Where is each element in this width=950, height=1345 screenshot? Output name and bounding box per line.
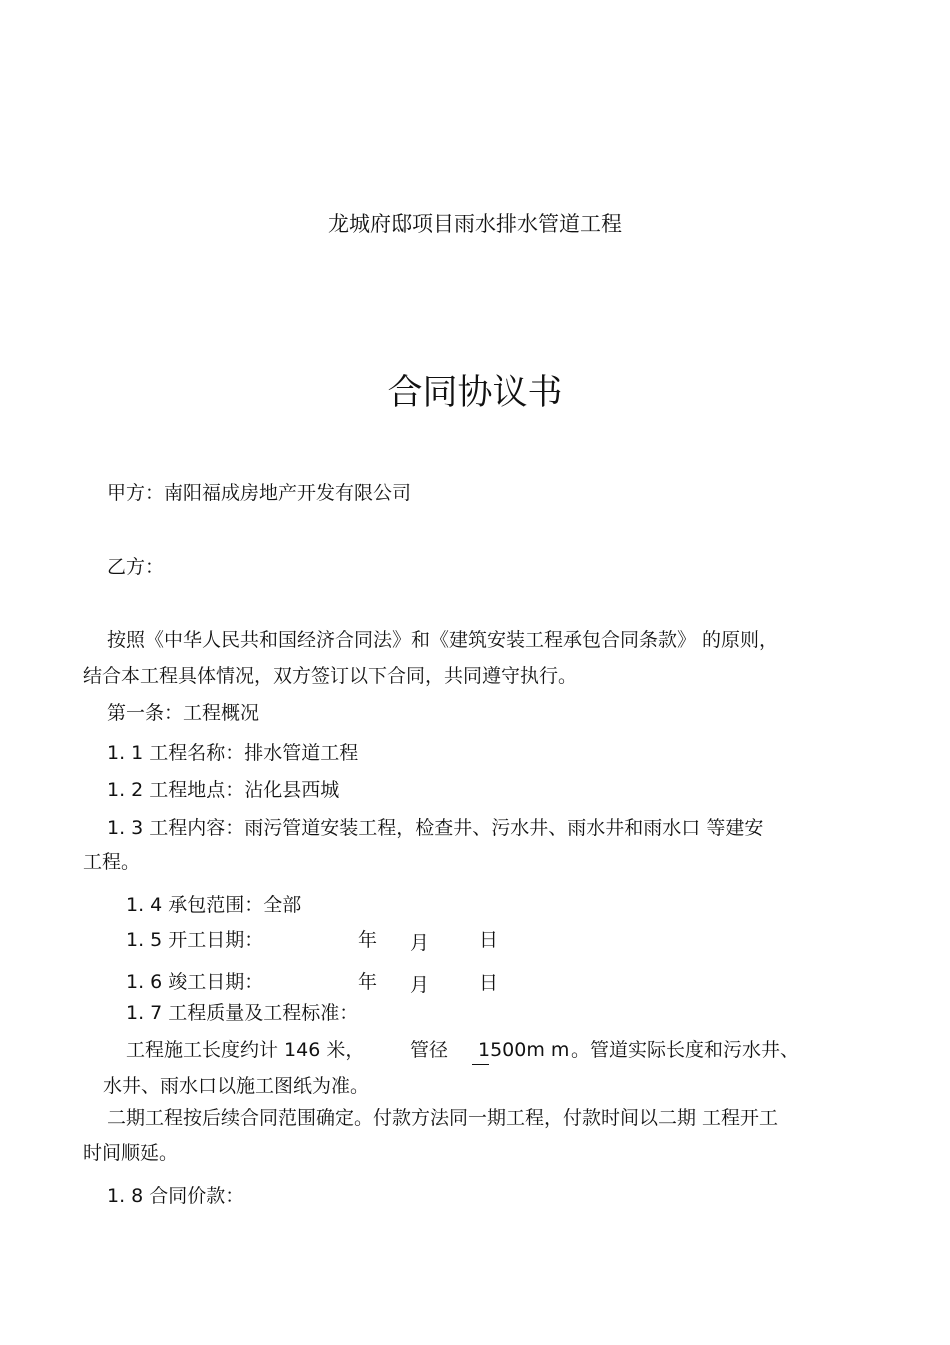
item-1-5-month: 月 [410, 932, 430, 954]
construction-rest: 。管道实际长度和污水井、 [571, 1039, 800, 1061]
item-1-6-day: 日 [479, 972, 499, 994]
item-1-3-line-1: 1. 3 工程内容：雨污管道安装工程，检查井、污水井、雨水井和雨水口 等建安 [107, 817, 764, 839]
phase-2-line-2: 时间顺延。 [83, 1142, 179, 1164]
item-1-5-day: 日 [479, 929, 499, 951]
item-1-7: 1. 7 工程质量及工程标准： [126, 1002, 359, 1024]
diameter-value: 1500m m [478, 1039, 570, 1061]
document-title: 合同协议书 [387, 373, 563, 413]
party-b: 乙方： [107, 556, 165, 578]
item-1-3-line-2: 工程。 [83, 851, 141, 873]
diameter-label: 管径 [410, 1039, 449, 1061]
item-1-6-year: 年 [358, 971, 378, 993]
article-1-heading: 第一条：工程概况 [107, 702, 260, 724]
item-1-4: 1. 4 承包范围：全部 [126, 894, 302, 916]
preamble-line-2: 结合本工程具体情况，双方签订以下合同，共同遵守执行。 [83, 665, 578, 687]
phase-2-line-1: 二期工程按后续合同范围确定。付款方法同一期工程，付款时间以二期 工程开工 [107, 1107, 779, 1129]
item-1-6-label: 1. 6 竣工日期： [126, 971, 264, 993]
construction-length: 工程施工长度约计 146 米， [126, 1039, 365, 1061]
diameter-underline [472, 1064, 489, 1065]
construction-line-2: 水井、雨水口以施工图纸为准。 [103, 1075, 370, 1097]
item-1-8: 1. 8 合同价款： [107, 1185, 245, 1207]
party-a: 甲方：南阳福成房地产开发有限公司 [107, 482, 412, 504]
preamble-line-1: 按照《中华人民共和国经济合同法》和《建筑安装工程承包合同条款》 的原则， [107, 629, 779, 651]
project-title: 龙城府邸项目雨水排水管道工程 [328, 212, 622, 236]
item-1-1: 1. 1 工程名称：排水管道工程 [107, 742, 359, 764]
item-1-6-month: 月 [410, 974, 430, 996]
item-1-5-year: 年 [358, 929, 378, 951]
item-1-5-label: 1. 5 开工日期： [126, 929, 264, 951]
item-1-2: 1. 2 工程地点：沾化县西城 [107, 779, 340, 801]
